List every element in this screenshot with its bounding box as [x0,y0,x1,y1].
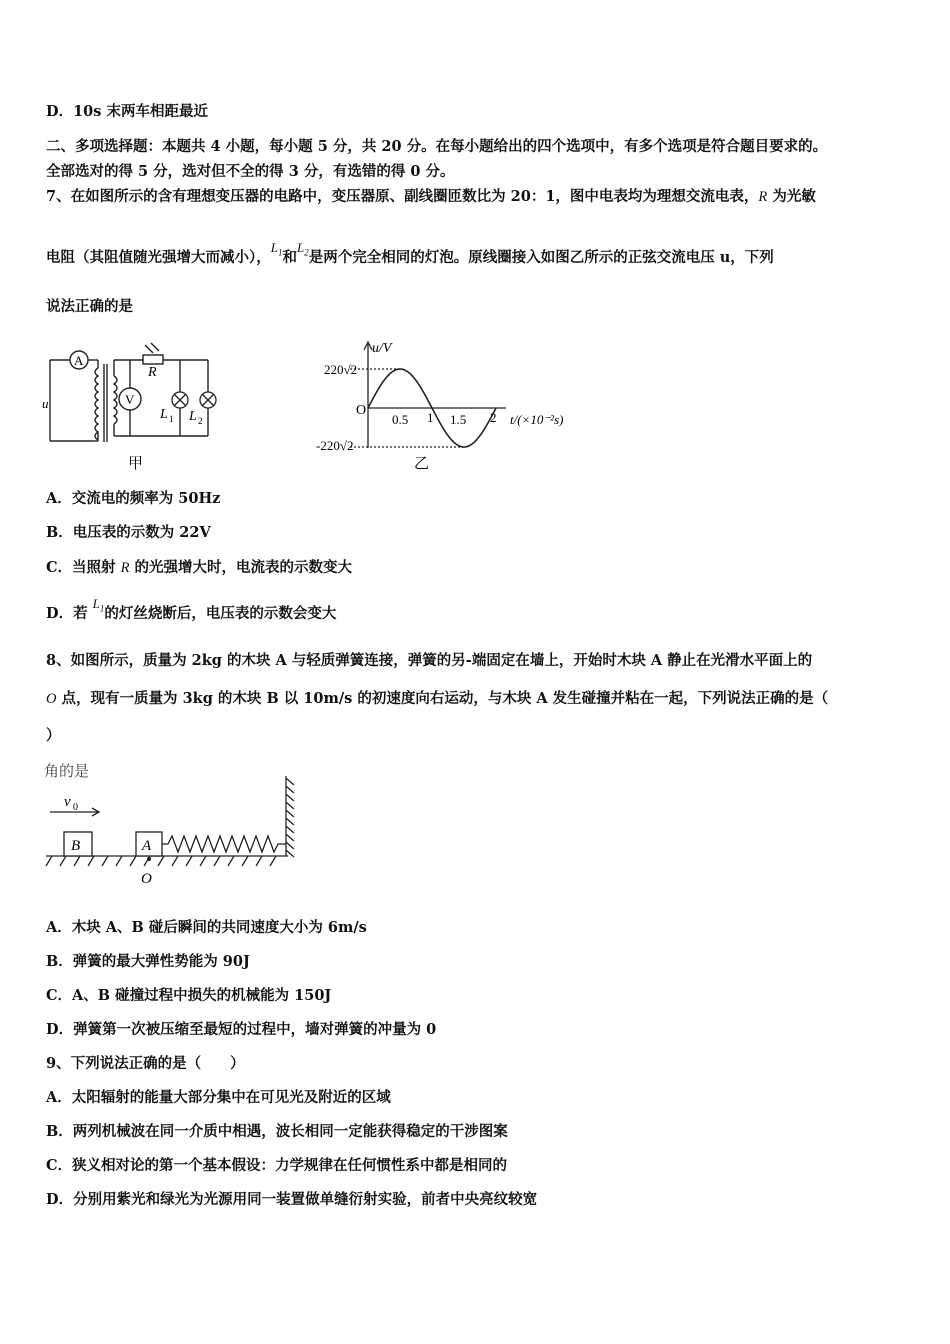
block-b-label: B [71,838,81,854]
v0-label: v [64,794,71,810]
q7-l2-sub: 2 [304,247,309,258]
ground-hatch [74,856,80,866]
ground-hatch [158,856,164,866]
q7-option-b: B．电压表的示数为 22V [46,524,211,541]
wall-hatch [286,802,294,809]
q7-stem-text1b: 为光敏 [767,188,816,205]
q8-stem-line3: ） [46,727,61,744]
tick-1-5: 1.5 [450,412,467,427]
wall-hatch [286,810,294,817]
wall-hatch [286,826,294,833]
q7-option-d-text: D．若 [46,605,93,622]
q9-option-a: A．太阳辐射的能量大部分集中在可见光及附近的区域 [46,1089,391,1106]
ground-hatch [228,856,234,866]
q8-option-b: B．弹簧的最大弹性势能为 90J [46,953,250,970]
q7-stem-line1 [46,187,816,207]
q8-option-a: A．木块 A、B 碰后瞬间的共同速度大小为 6m/s [46,919,367,936]
l2-label-sub: 2 [198,416,203,426]
ammeter-label: A [74,353,84,368]
spring-block-figure [40,770,310,890]
l1-label-sub: 1 [169,414,174,424]
q7-l1-symbol [270,240,283,258]
q7-option-d-l: L [92,596,100,611]
fig-jia-label: 甲 [128,456,144,472]
q6-option-d: D．10s 末两车相距最近 [46,103,208,120]
section2-heading-line1: 二、多项选择题：本题共 4 小题，每小题 5 分，共 20 分。在每小题给出的四个选项中，有多个选项是符合题目要求的。 [46,138,828,155]
ground-hatch [214,856,220,866]
q7-l2-symbol [296,240,309,258]
q7-stem-text2b: 是两个完全相同的灯泡。原线圈接入如图乙所示的正弦交流电压 u，下列 [308,249,774,266]
q7-stem-line2 [46,240,774,273]
ground-hatch [186,856,192,866]
wall-hatch [286,834,294,841]
voltmeter-label: V [125,392,135,407]
v0-sub: 0 [73,802,78,813]
ground-hatch [256,856,262,866]
q8-stem-text2: 点，现有一质量为 3kg 的木块 B 以 10m/s 的初速度向右运动，与木块 A 发生碰撞并粘在一起，下列说法正确的是（ [56,690,829,707]
q7-option-d-l1 [92,596,105,614]
q8-option-d: D．弹簧第一次被压缩至最短的过程中，墙对弹簧的冲量为 0 [46,1021,437,1038]
q9-stem: 9、下列说法正确的是（ ） [46,1055,245,1072]
l1-label: L [160,407,168,422]
q9-option-c: C．狭义相对论的第一个基本假设：力学规律在任何惯性系中都是相同的 [46,1157,508,1174]
q7-option-a: A．交流电的频率为 50Hz [46,490,221,507]
origin-label: O [356,403,367,418]
block-a-label: A [142,838,152,854]
section2-heading-line2: 全部选对的得 5 分，选对但不全的得 3 分，有选错的得 0 分。 [46,163,455,180]
point-o-dot [147,857,151,861]
ground-hatch [200,856,206,866]
ground-hatch [60,856,66,866]
wall-hatch [286,794,294,801]
q7-l1-sub: 1 [277,247,283,258]
q7-l1-letter: L [270,240,278,255]
ground-hatch [46,856,52,866]
tick-2: 2 [490,410,497,425]
wall-hatch [286,778,294,785]
ground-hatch [88,856,94,866]
ymin-label: -220√2 [316,438,354,453]
q9-option-b: B．两列机械波在同一介质中相遇，波长相同一定能获得稳定的干涉图案 [46,1123,508,1140]
q8-figure-caption-fragment: 角的是 [44,762,90,780]
q7-option-d-sub: 1 [99,603,105,614]
x-axis-label: t/(×10⁻²s) [510,412,564,427]
q8-option-c: C．A、B 碰撞过程中损失的机械能为 150J [46,987,332,1004]
wall-hatch [286,786,294,793]
q8-o-symbol: O [46,691,57,707]
q7-stem-text1: 7、在如图所示的含有理想变压器的电路中，变压器原、副线圈匝数比为 20：1，图中电表均为理想交流电表， [46,188,759,205]
ground-hatch [172,856,178,866]
ground-hatch [102,856,108,866]
wall-hatch [286,818,294,825]
ground-hatch [242,856,248,866]
q7-option-c-text2: 的光强增大时，电流表的示数变大 [129,559,352,576]
q7-stem-line3: 说法正确的是 [46,298,133,315]
q7-option-c-r: R [120,560,130,576]
q7-l2-letter: L [296,240,305,255]
y-axis-label: u/V [372,341,392,356]
ground-hatch [130,856,136,866]
q7-stem-text2: 电阻（其阻值随光强增大而减小）， [46,249,271,266]
q8-stem-line2 [46,689,828,709]
r-label: R [148,365,157,380]
ground-hatch [116,856,122,866]
fig-yi-label: 乙 [414,456,430,472]
q7-r-symbol: R [758,189,768,205]
q8-stem-line1: 8、如图所示，质量为 2kg 的木块 A 与轻质弹簧连接，弹簧的另-端固定在墙上，开始时木块 A 静止在光滑水平面上的 [46,652,813,669]
q7-option-d-text2: 的灯丝烧断后，电压表的示数会变大 [104,605,337,622]
q7-option-c [46,558,352,578]
sine-figure-yi [310,336,610,476]
circuit-figure-jia [40,338,230,473]
q9-option-d: D．分别用紫光和绿光为光源用同一装置做单缝衍射实验，前者中央亮纹较宽 [46,1191,538,1208]
q7-option-c-text: C．当照射 [46,559,121,576]
ymax-label: 220√2 [324,362,358,377]
tick-0-5: 0.5 [392,412,409,427]
point-o-label: O [141,871,152,887]
l2-label: L [189,409,197,424]
ground-hatch [270,856,276,866]
tick-1: 1 [427,410,434,425]
q7-option-d [46,596,337,629]
u-label: u [42,396,49,411]
q7-and: 和 [282,249,297,266]
wall-hatch [286,842,294,849]
